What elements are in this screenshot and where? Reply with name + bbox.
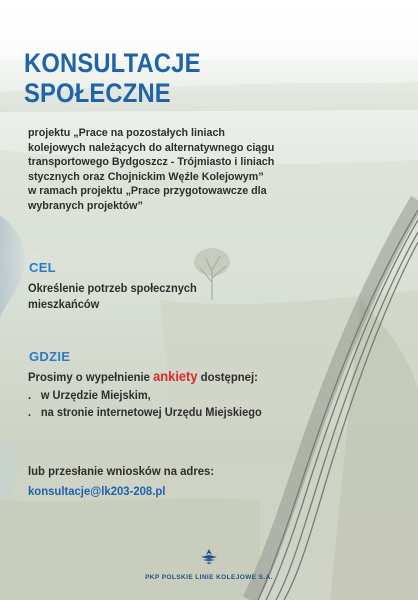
contact-email-link[interactable]: konsultacje@lk203-208.pl: [28, 484, 166, 498]
intro-line: stycznych oraz Chojnickim Węźle Kolejowym”: [28, 170, 264, 183]
intro-line: wybranych projektów”: [28, 199, 143, 212]
cel-line: mieszkańców: [28, 297, 100, 311]
cel-line: Określenie potrzeb społecznych: [28, 281, 197, 295]
footer: [0, 548, 418, 588]
gdzie-heading: GDZIE: [29, 349, 71, 364]
pkp-logo-icon: [199, 548, 219, 566]
survey-request: [28, 368, 258, 384]
intro-paragraph: [28, 126, 366, 214]
bullet-dot: .: [28, 405, 32, 419]
request-text-before: Prosimy o wypełnienie: [28, 370, 154, 384]
list-item-text: w Urzędzie Miejskim,: [40, 388, 151, 402]
title-line-1: KONSULTACJE: [24, 48, 201, 78]
contact-text: lub przesłanie wniosków na adres:: [28, 464, 215, 478]
cel-text: [28, 280, 197, 312]
request-text-after: dostępnej:: [197, 370, 258, 384]
cel-heading: CEL: [29, 260, 56, 275]
intro-line: w ramach projektu „Prace przygotowawcze dla: [28, 185, 267, 198]
intro-line: kolejowych należących do alternatywnego ciągu: [28, 141, 275, 154]
intro-line: transportowego Bydgoszcz - Trójmiasto i liniach: [28, 156, 275, 169]
bullet-dot: .: [28, 388, 32, 402]
intro-line: projektu „Prace na pozostałych liniach: [28, 127, 225, 139]
poster-title: [24, 48, 201, 108]
company-name: PKP POLSKIE LINIE KOLEJOWE S.A.: [145, 574, 273, 581]
list-item-text: na stronie internetowej Urzędu Miejskiego: [40, 405, 262, 419]
survey-highlight: ankiety: [153, 368, 198, 384]
title-line-2: SPOŁECZNE: [24, 78, 171, 108]
